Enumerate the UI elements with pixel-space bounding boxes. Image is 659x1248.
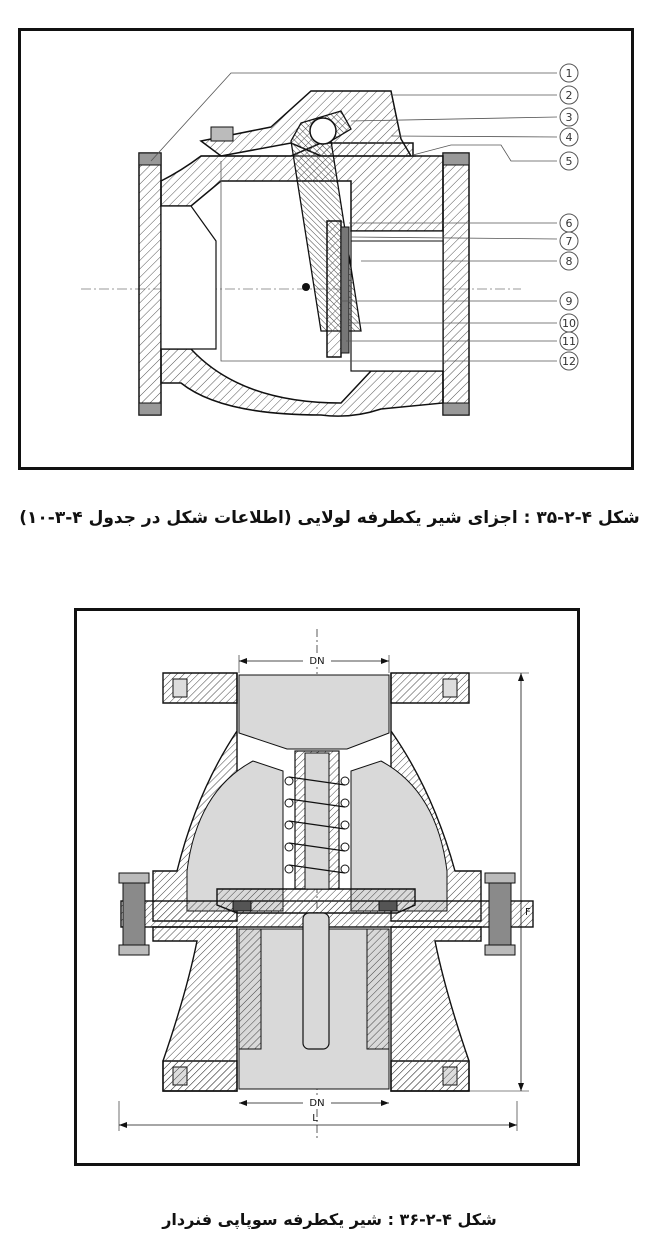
- left-seal: [233, 901, 251, 911]
- callout-10: [560, 314, 578, 332]
- callout-4: [560, 128, 578, 146]
- figure-spring-check-valve: [74, 608, 580, 1166]
- svg-text:2: 2: [565, 89, 573, 102]
- inlet-cavity: [239, 675, 389, 749]
- callout-12: [560, 352, 578, 370]
- dim-l-label: L: [312, 1113, 318, 1124]
- svg-text:7: 7: [565, 235, 573, 248]
- dim-dn-bottom-label: DN: [309, 1098, 325, 1109]
- figure-swing-check-valve: [18, 28, 634, 470]
- spring-check-valve-drawing: [77, 611, 577, 1163]
- callout-11: [560, 332, 578, 350]
- callout-5: [560, 152, 578, 170]
- disc-nut: [302, 283, 310, 291]
- callout-7: [560, 232, 578, 250]
- figure1-caption: شکل ۴-۲-۳۵ : اجزای شیر یکطرفه لولایی (اطلاعات شکل در جدول ۴-۳-۱۰): [19, 508, 640, 528]
- dim-dn-bottom: [239, 1095, 389, 1109]
- callout-9: [560, 292, 578, 310]
- dim-dn-top-label: DN: [309, 656, 325, 667]
- svg-text:6: 6: [565, 217, 573, 230]
- svg-text:10: 10: [562, 317, 576, 330]
- svg-text:4: 4: [565, 131, 573, 144]
- right-joint-bolt: [489, 873, 511, 955]
- dim-dn-top: [239, 653, 389, 673]
- right-seal: [379, 901, 397, 911]
- callout-3: [560, 108, 578, 126]
- svg-text:5: 5: [565, 155, 573, 168]
- svg-text:3: 3: [565, 111, 573, 124]
- hinge-pin: [310, 118, 336, 144]
- disc: [327, 221, 341, 357]
- swing-check-valve-drawing: [21, 31, 631, 467]
- callout-8: [560, 252, 578, 270]
- svg-text:11: 11: [562, 335, 576, 348]
- seat-ring: [341, 227, 349, 353]
- right-flange: [443, 153, 469, 415]
- inlet-bore: [161, 206, 216, 349]
- callout-6: [560, 214, 578, 232]
- callout-1: [560, 64, 578, 82]
- left-flange: [139, 153, 161, 415]
- svg-text:8: 8: [565, 255, 573, 268]
- dim-f-label: F: [525, 907, 531, 918]
- lower-body-left: [153, 927, 237, 1091]
- svg-text:12: 12: [562, 355, 576, 368]
- cover-bolt: [211, 127, 233, 141]
- svg-text:1: 1: [565, 67, 573, 80]
- lower-stem: [303, 913, 329, 1049]
- lower-body-right: [391, 927, 481, 1091]
- callout-2: [560, 86, 578, 104]
- svg-text:9: 9: [565, 295, 573, 308]
- figure2-caption: شکل ۴-۲-۳۶ : شیر یکطرفه سوپاپی فنردار: [162, 1210, 497, 1229]
- left-joint-bolt: [123, 873, 145, 955]
